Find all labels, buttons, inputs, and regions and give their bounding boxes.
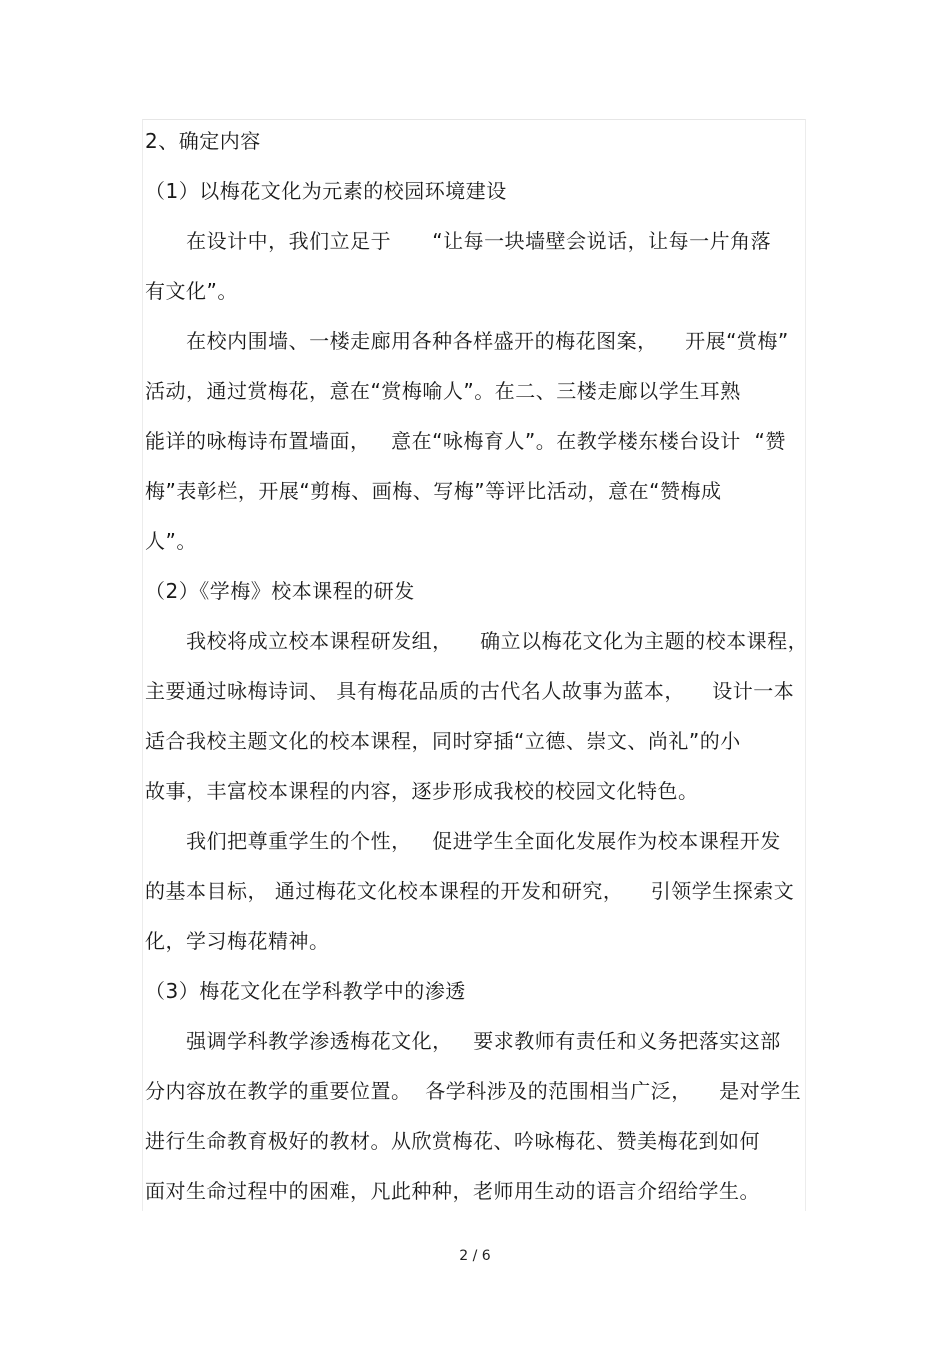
subheading-campus-environment: （1）以梅花文化为元素的校园环境建设 bbox=[145, 179, 507, 203]
paragraph-line: 主要通过咏梅诗词、 具有梅花品质的古代名人故事为蓝本， 设计一本 bbox=[145, 679, 795, 703]
paragraph-line: 的基本目标， 通过梅花文化校本课程的开发和研究， 引领学生探索文 bbox=[145, 879, 795, 903]
paragraph-line: 梅”表彰栏，开展“剪梅、画梅、写梅”等评比活动，意在“赞梅成 bbox=[145, 479, 722, 503]
page-indicator: 2 / 6 bbox=[459, 1248, 491, 1264]
paragraph-line: 分内容放在教学的重要位置。 各学科涉及的范围相当广泛， 是对学生 bbox=[145, 1079, 802, 1103]
paragraph-line: 适合我校主题文化的校本课程，同时穿插“立德、崇文、尚礼”的小 bbox=[145, 729, 741, 753]
paragraph-line: 能详的咏梅诗布置墙面， 意在“咏梅育人”。在教学楼东楼台设计 “赞 bbox=[145, 429, 786, 453]
paragraph-line: 面对生命过程中的困难，凡此种种，老师用生动的语言介绍给学生。 bbox=[145, 1179, 760, 1203]
paragraph-line: 在校内围墙、一楼走廊用各种各样盛开的梅花图案， 开展“赏梅” bbox=[145, 329, 789, 353]
paragraph-line: 人”。 bbox=[145, 529, 197, 553]
paragraph-line: 我校将成立校本课程研发组， 确立以梅花文化为主题的校本课程， bbox=[145, 629, 809, 653]
heading-confirm-content: 2、确定内容 bbox=[145, 129, 261, 153]
paragraph-line: 故事，丰富校本课程的内容，逐步形成我校的校园文化特色。 bbox=[145, 779, 699, 803]
subheading-school-curriculum: （2）《学梅》校本课程的研发 bbox=[145, 579, 415, 603]
paragraph-line: 活动，通过赏梅花，意在“赏梅喻人”。在二、三楼走廊以学生耳熟 bbox=[145, 379, 741, 403]
paragraph-line: 化，学习梅花精神。 bbox=[145, 929, 330, 953]
paragraph-line: 有文化”。 bbox=[145, 279, 238, 303]
subheading-subject-teaching: （3）梅花文化在学科教学中的渗透 bbox=[145, 979, 466, 1003]
paragraph-line: 进行生命教育极好的教材。从欣赏梅花、吟咏梅花、赞美梅花到如何 bbox=[145, 1129, 760, 1153]
paragraph-line: 在设计中，我们立足于 “让每一块墙壁会说话，让每一片角落 bbox=[145, 229, 772, 253]
paragraph-line: 我们把尊重学生的个性， 促进学生全面化发展作为校本课程开发 bbox=[145, 829, 781, 853]
paragraph-line: 强调学科教学渗透梅花文化， 要求教师有责任和义务把落实这部 bbox=[145, 1029, 781, 1053]
